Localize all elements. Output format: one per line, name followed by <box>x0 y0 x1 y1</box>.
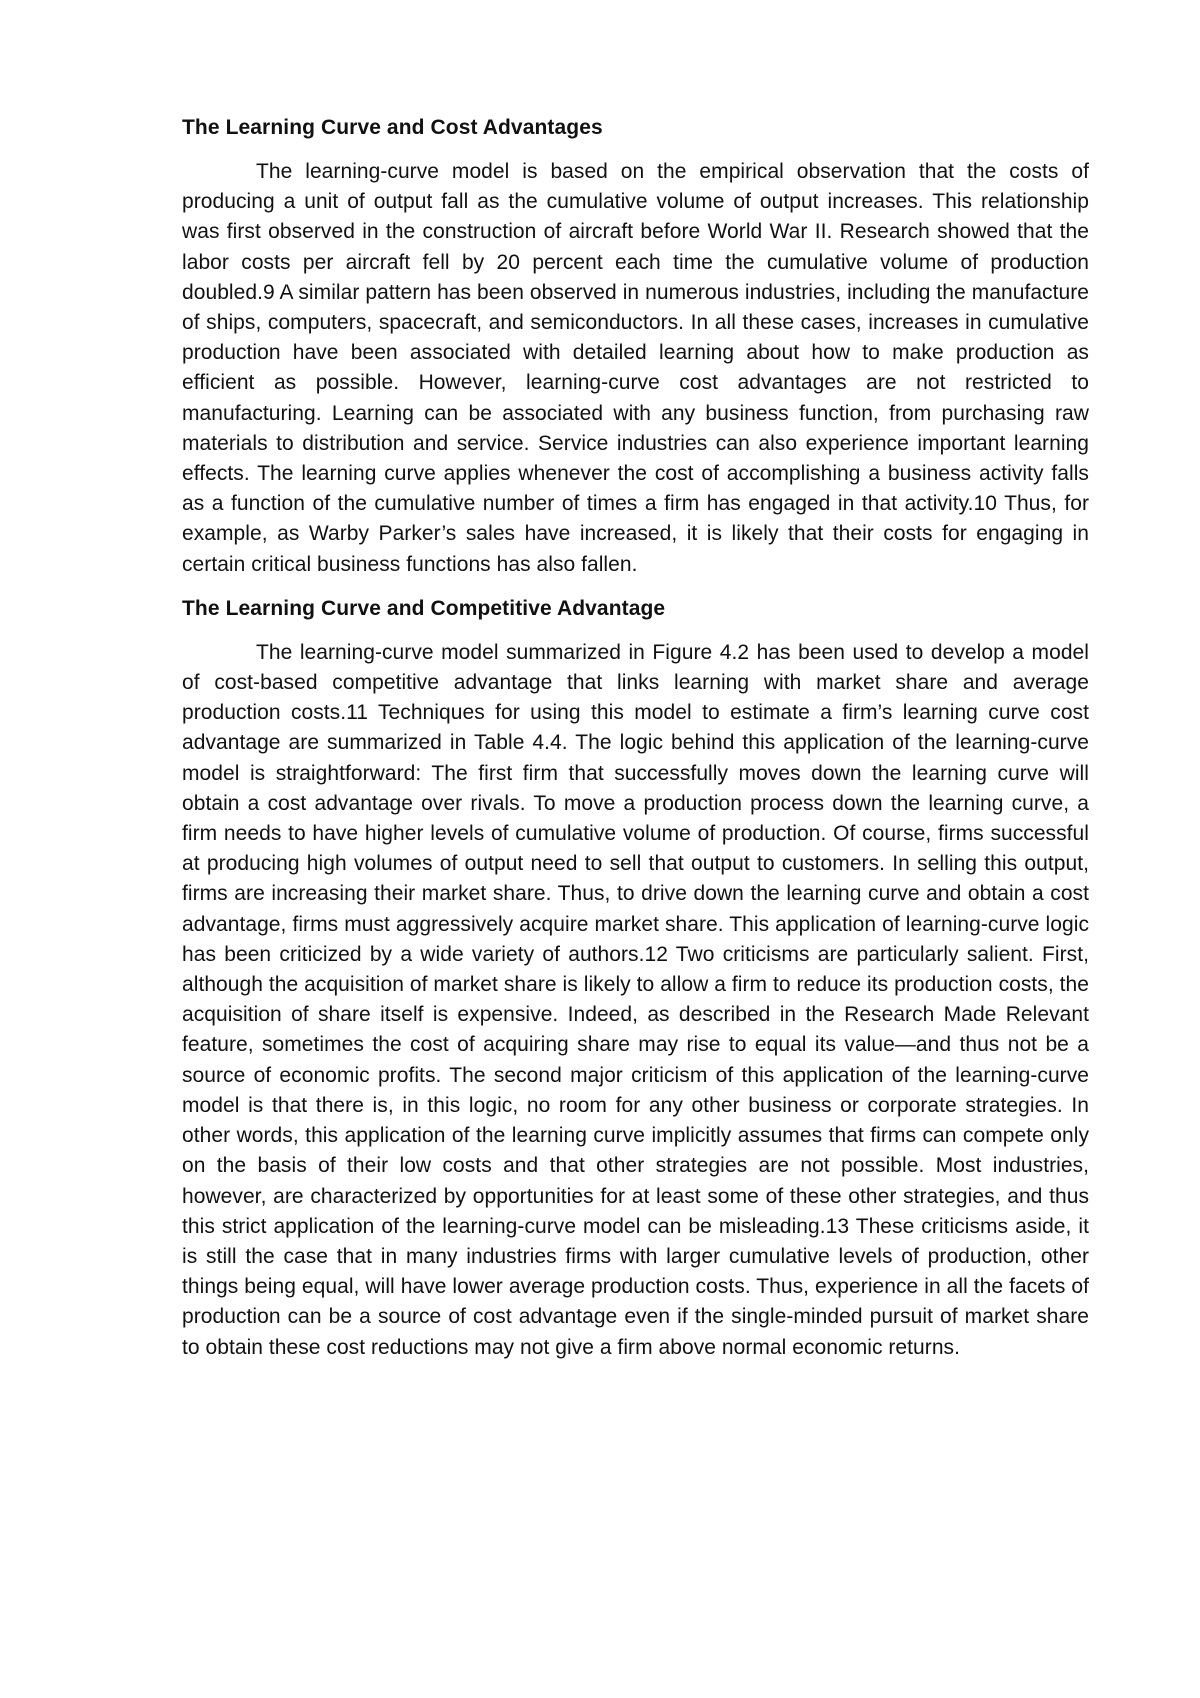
section-heading-cost-advantages: The Learning Curve and Cost Advantages <box>182 116 603 139</box>
section-heading-competitive-advantage: The Learning Curve and Competitive Advantage <box>182 596 666 620</box>
section-paragraph-cost-advantages: The learning-curve model is based on the empirical observation that the costs of producing a unit of output fall as the cumulative volume of output increases. This relationship was first observed in the construction of aircraft before World War II. Research showed that the labor costs per aircraft fell by 20 percent each time the cumulative volume of production doubled.9 A similar pattern has been observed in numerous industries, including the manufacture of ships, computers, spacecraft, and semiconductors. In all these cases, increases in cumulative production have been associated with detailed learning about how to make production as efficient as possible. However, learning-curve cost advantages are not restricted to manufacturing. Learning can be associated with any business function, from purchasing raw materials to distribution and service. Service industries can also experience important learning effects. The learning curve applies whenever the cost of accomplishing a business activity falls as a function of the cumulative number of times a firm has engaged in that activity.10 Thus, for example, as Warby Parker’s sales have increased, it is likely that their costs for engaging in certain critical business functions has also fallen. <box>182 160 1089 576</box>
section-paragraph-competitive-advantage: The learning-curve model summarized in Figure 4.2 has been used to develop a model of cost-based competitive advantage that links learning with market share and average production costs.11 Techniques for using this model to estimate a firm’s learning curve cost advantage are summarized in Table 4.4. The logic behind this application of the learning-curve model is straightforward: The first firm that successfully moves down the learning curve will obtain a cost advantage over rivals. To move a production process down the learning curve, a firm needs to have higher levels of cumulative volume of production. Of course, firms successful at producing high volumes of output need to sell that output to customers. In selling this output, firms are increasing their market share. Thus, to drive down the learning curve and obtain a cost advantage, firms must aggressively acquire market share. This application of learning-curve logic has been criticized by a wide variety of authors.12 Two criticisms are particularly salient. First, although the acquisition of market share is likely to allow a firm to reduce its production costs, the acquisition of share itself is expensive. Indeed, as described in the Research Made Relevant feature, sometimes the cost of acquiring share may rise to equal its value—and thus not be a source of economic profits. The second major criticism of this application of the learning-curve model is that there is, in this logic, no room for any other business or corporate strategies. In other words, this application of the learning curve implicitly assumes that firms can compete only on the basis of their low costs and that other strategies are not possible. Most industries, however, are characterized by opportunities for at least some of these other strategies, and thus this strict application of the learning-curve model can be misleading.13 These criticisms aside, it is still the case that in many industries firms with larger cumulative levels of production, other things being equal, will have lower average production costs. Thus, experience in all the facets of production can be a source of cost advantage even if the single-minded pursuit of market share to obtain these cost reductions may not give a firm above normal economic returns. <box>182 640 1089 1359</box>
